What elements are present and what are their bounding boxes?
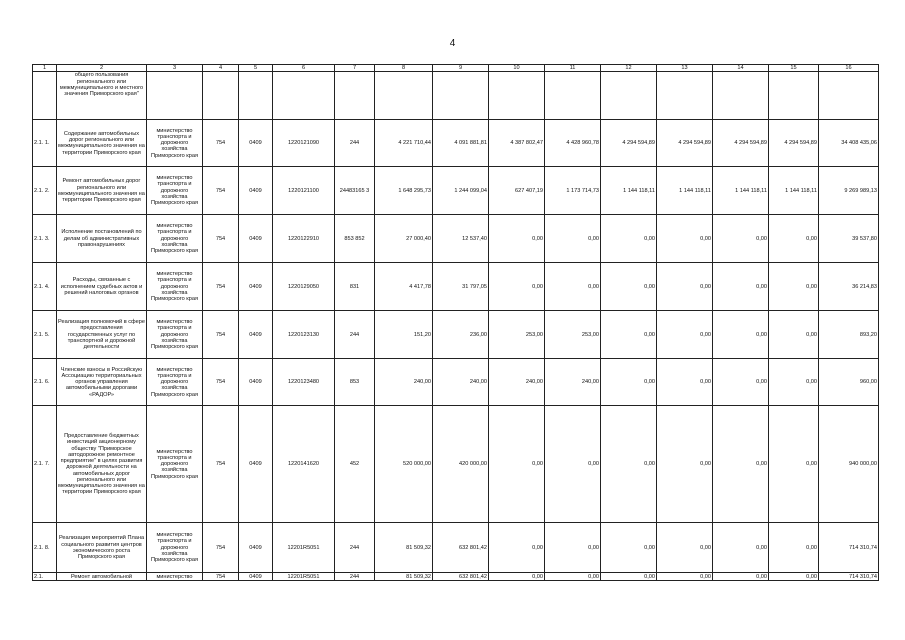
amount-cell: 0,00: [545, 406, 601, 523]
amount-cell: 4 294 594,89: [769, 120, 819, 167]
responsible-org-cell: министерство транспорта и дорожного хозяйства Приморского края: [147, 120, 203, 167]
amount-cell: 0,00: [769, 406, 819, 523]
responsible-org-cell: [147, 72, 203, 120]
column-number-16: 16: [819, 65, 879, 72]
amount-cell: 0,00: [657, 263, 713, 311]
expense-type-cell: 244: [335, 311, 375, 359]
expense-type-cell: [335, 72, 375, 120]
section-code-cell: 0409: [239, 120, 273, 167]
amount-cell: 632 801,42: [433, 523, 489, 573]
amount-cell: 0,00: [489, 406, 545, 523]
amount-cell: 632 801,42: [433, 573, 489, 581]
total-amount-cell: 34 408 435,06: [819, 120, 879, 167]
amount-cell: 0,00: [769, 523, 819, 573]
total-amount-cell: 714 310,74: [819, 523, 879, 573]
amount-cell: 0,00: [601, 406, 657, 523]
column-number-10: 10: [489, 65, 545, 72]
activity-name-cell: Исполнение постановлений по делам об административных правонарушениях: [57, 215, 147, 263]
amount-cell: 0,00: [601, 311, 657, 359]
amount-cell: 0,00: [769, 263, 819, 311]
amount-cell: 1 144 118,11: [769, 167, 819, 215]
item-number-cell: 2.1. 6.: [33, 359, 57, 406]
target-article-cell: 12201R5051: [273, 573, 335, 581]
target-article-cell: 1220123480: [273, 359, 335, 406]
ministry-code-cell: [203, 72, 239, 120]
section-code-cell: 0409: [239, 523, 273, 573]
ministry-code-cell: 754: [203, 359, 239, 406]
budget-table: [32, 64, 879, 581]
amount-cell: 0,00: [769, 311, 819, 359]
ministry-code-cell: 754: [203, 167, 239, 215]
amount-cell: [545, 72, 601, 120]
amount-cell: 4 091 881,81: [433, 120, 489, 167]
expense-type-cell: 244: [335, 573, 375, 581]
item-number-cell: 2.1. 1.: [33, 120, 57, 167]
activity-name-cell: Реализация полномочий в сфере предоставления государственных услуг по транспортной и дорожной деятельности: [57, 311, 147, 359]
amount-cell: 0,00: [769, 359, 819, 406]
amount-cell: [769, 72, 819, 120]
amount-cell: 4 387 802,47: [489, 120, 545, 167]
amount-cell: 4 428 960,78: [545, 120, 601, 167]
amount-cell: 31 797,05: [433, 263, 489, 311]
amount-cell: 81 509,32: [375, 573, 433, 581]
responsible-org-cell: министерство: [147, 573, 203, 581]
target-article-cell: 1220123130: [273, 311, 335, 359]
column-number-6: 6: [273, 65, 335, 72]
amount-cell: 0,00: [713, 263, 769, 311]
item-number-cell: 2.1. 8.: [33, 523, 57, 573]
expense-type-cell: 853: [335, 359, 375, 406]
amount-cell: 4 294 594,89: [713, 120, 769, 167]
amount-cell: 0,00: [601, 359, 657, 406]
amount-cell: 0,00: [489, 263, 545, 311]
target-article-cell: [273, 72, 335, 120]
activity-name-cell: Реализация мероприятий Плана социального развития центров экономического роста Приморского края: [57, 523, 147, 573]
amount-cell: 4 294 594,89: [657, 120, 713, 167]
section-code-cell: 0409: [239, 263, 273, 311]
total-amount-cell: 39 537,80: [819, 215, 879, 263]
table-row: [33, 215, 879, 263]
amount-cell: 1 648 295,73: [375, 167, 433, 215]
table-row: [33, 311, 879, 359]
responsible-org-cell: министерство транспорта и дорожного хозяйства Приморского края: [147, 167, 203, 215]
ministry-code-cell: 754: [203, 311, 239, 359]
amount-cell: [375, 72, 433, 120]
amount-cell: 0,00: [657, 573, 713, 581]
table-row: [33, 72, 879, 120]
table-row: [33, 120, 879, 167]
table-row: [33, 263, 879, 311]
amount-cell: 1 173 714,73: [545, 167, 601, 215]
amount-cell: 81 509,32: [375, 523, 433, 573]
amount-cell: 0,00: [657, 215, 713, 263]
item-number-cell: 2.1. 4.: [33, 263, 57, 311]
page-number: 4: [449, 38, 456, 49]
amount-cell: 1 144 118,11: [657, 167, 713, 215]
column-number-7: 7: [335, 65, 375, 72]
item-number-cell: [33, 72, 57, 120]
activity-name-cell: Предоставление бюджетных инвестиций акционерному обществу "Приморское автодорожное ремонтное предприятие" в целях развития дорожной деятельности на автомобильных дорог регионального или межмуниципального значения на территории Приморского края: [57, 406, 147, 523]
table-body: [33, 72, 879, 581]
amount-cell: 240,00: [545, 359, 601, 406]
amount-cell: [657, 72, 713, 120]
target-article-cell: 12201R5051: [273, 523, 335, 573]
amount-cell: 0,00: [657, 523, 713, 573]
total-amount-cell: 940 000,00: [819, 406, 879, 523]
column-number-15: 15: [769, 65, 819, 72]
amount-cell: 253,00: [545, 311, 601, 359]
responsible-org-cell: министерство транспорта и дорожного хозяйства Приморского края: [147, 215, 203, 263]
amount-cell: 0,00: [713, 523, 769, 573]
ministry-code-cell: 754: [203, 406, 239, 523]
total-amount-cell: 36 214,83: [819, 263, 879, 311]
amount-cell: 0,00: [769, 215, 819, 263]
amount-cell: 0,00: [489, 573, 545, 581]
column-number-5: 5: [239, 65, 273, 72]
amount-cell: 0,00: [713, 573, 769, 581]
amount-cell: 0,00: [601, 523, 657, 573]
target-article-cell: 1220129050: [273, 263, 335, 311]
amount-cell: 240,00: [375, 359, 433, 406]
ministry-code-cell: 754: [203, 263, 239, 311]
section-code-cell: [239, 72, 273, 120]
column-number-4: 4: [203, 65, 239, 72]
ministry-code-cell: 754: [203, 573, 239, 581]
activity-name-cell: Членские взносы в Российскую Ассоциацию территориальных органов управления автомобильными дорогами «РАДОР»: [57, 359, 147, 406]
amount-cell: 12 537,40: [433, 215, 489, 263]
table-row: [33, 359, 879, 406]
expense-type-cell: 24483165 3: [335, 167, 375, 215]
column-number-9: 9: [433, 65, 489, 72]
column-number-3: 3: [147, 65, 203, 72]
ministry-code-cell: 754: [203, 215, 239, 263]
target-article-cell: 1220121090: [273, 120, 335, 167]
expense-type-cell: 452: [335, 406, 375, 523]
activity-name-cell: общего пользования регионального или межмуниципального и местного значения Приморского края": [57, 72, 147, 120]
amount-cell: 0,00: [713, 359, 769, 406]
amount-cell: 240,00: [489, 359, 545, 406]
amount-cell: 0,00: [657, 406, 713, 523]
amount-cell: [433, 72, 489, 120]
column-number-13: 13: [657, 65, 713, 72]
amount-cell: 0,00: [545, 263, 601, 311]
amount-cell: 1 244 099,04: [433, 167, 489, 215]
table-row: [33, 573, 879, 581]
section-code-cell: 0409: [239, 311, 273, 359]
column-number-1: 1: [33, 65, 57, 72]
expense-type-cell: 244: [335, 120, 375, 167]
amount-cell: 0,00: [545, 573, 601, 581]
amount-cell: 0,00: [545, 215, 601, 263]
item-number-cell: 2.1. 2.: [33, 167, 57, 215]
amount-cell: 236,00: [433, 311, 489, 359]
amount-cell: 0,00: [545, 523, 601, 573]
target-article-cell: 1220141620: [273, 406, 335, 523]
amount-cell: 627 407,19: [489, 167, 545, 215]
amount-cell: 0,00: [601, 215, 657, 263]
total-amount-cell: 9 269 989,13: [819, 167, 879, 215]
table-row: [33, 523, 879, 573]
amount-cell: [489, 72, 545, 120]
activity-name-cell: Содержание автомобильных дорог регионального или межмуниципального значения на территории Приморского края: [57, 120, 147, 167]
activity-name-cell: Ремонт автомобильной: [57, 573, 147, 581]
item-number-cell: 2.1. 3.: [33, 215, 57, 263]
amount-cell: [601, 72, 657, 120]
total-amount-cell: 714 310,74: [819, 573, 879, 581]
amount-cell: 151,20: [375, 311, 433, 359]
section-code-cell: 0409: [239, 573, 273, 581]
column-number-2: 2: [57, 65, 147, 72]
table-row: [33, 167, 879, 215]
expense-type-cell: 831: [335, 263, 375, 311]
table-row: [33, 406, 879, 523]
expense-type-cell: 244: [335, 523, 375, 573]
column-number-14: 14: [713, 65, 769, 72]
activity-name-cell: Ремонт автомобильных дорог регионального или межмуниципального значения на территории Приморского края: [57, 167, 147, 215]
total-amount-cell: 893,20: [819, 311, 879, 359]
section-code-cell: 0409: [239, 167, 273, 215]
amount-cell: 520 000,00: [375, 406, 433, 523]
amount-cell: 4 417,78: [375, 263, 433, 311]
responsible-org-cell: министерство транспорта и дорожного хозяйства Приморского края: [147, 359, 203, 406]
amount-cell: 240,00: [433, 359, 489, 406]
amount-cell: 4 294 594,89: [601, 120, 657, 167]
total-amount-cell: 960,00: [819, 359, 879, 406]
expense-type-cell: 853 852: [335, 215, 375, 263]
amount-cell: 0,00: [601, 263, 657, 311]
amount-cell: 0,00: [713, 311, 769, 359]
amount-cell: 0,00: [601, 573, 657, 581]
activity-name-cell: Расходы, связанные с исполнением судебных актов и решений налоговых органов: [57, 263, 147, 311]
amount-cell: 0,00: [713, 215, 769, 263]
amount-cell: 253,00: [489, 311, 545, 359]
responsible-org-cell: министерство транспорта и дорожного хозяйства Приморского края: [147, 523, 203, 573]
column-number-12: 12: [601, 65, 657, 72]
target-article-cell: 1220121100: [273, 167, 335, 215]
section-code-cell: 0409: [239, 406, 273, 523]
column-number-8: 8: [375, 65, 433, 72]
responsible-org-cell: министерство транспорта и дорожного хозяйства Приморского края: [147, 406, 203, 523]
amount-cell: 1 144 118,11: [713, 167, 769, 215]
amount-cell: [713, 72, 769, 120]
amount-cell: 420 000,00: [433, 406, 489, 523]
amount-cell: 0,00: [489, 215, 545, 263]
amount-cell: 0,00: [657, 359, 713, 406]
total-amount-cell: [819, 72, 879, 120]
ministry-code-cell: 754: [203, 120, 239, 167]
amount-cell: 1 144 118,11: [601, 167, 657, 215]
column-number-11: 11: [545, 65, 601, 72]
amount-cell: 0,00: [713, 406, 769, 523]
responsible-org-cell: министерство транспорта и дорожного хозяйства Приморского края: [147, 311, 203, 359]
amount-cell: 27 000,40: [375, 215, 433, 263]
item-number-cell: 2.1. 5.: [33, 311, 57, 359]
amount-cell: 0,00: [657, 311, 713, 359]
item-number-cell: 2.1.: [33, 573, 57, 581]
amount-cell: 0,00: [769, 573, 819, 581]
amount-cell: 4 221 710,44: [375, 120, 433, 167]
responsible-org-cell: министерство транспорта и дорожного хозяйства Приморского края: [147, 263, 203, 311]
section-code-cell: 0409: [239, 359, 273, 406]
section-code-cell: 0409: [239, 215, 273, 263]
item-number-cell: 2.1. 7.: [33, 406, 57, 523]
amount-cell: 0,00: [489, 523, 545, 573]
column-number-row: [33, 65, 879, 72]
target-article-cell: 1220122910: [273, 215, 335, 263]
ministry-code-cell: 754: [203, 523, 239, 573]
